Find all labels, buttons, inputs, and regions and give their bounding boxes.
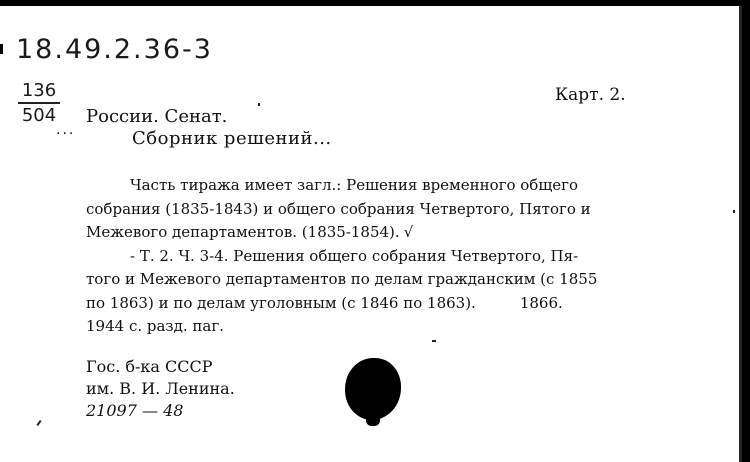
scan-border-top [0,0,750,6]
description-line: 1944 с. разд. паг. [86,317,224,335]
scan-border-right-inner [739,0,742,462]
scan-speck [733,210,735,213]
dots: ... [56,122,76,138]
call-number-fraction [18,80,60,127]
description-line [86,221,646,245]
scan-border-right [742,0,750,462]
ink-blot-tail [366,412,380,426]
fraction-numerator: 136 [21,80,57,101]
description-line [86,292,646,316]
imprint-line: Гос. б-ка СССР [86,357,213,376]
description-line: - Т. 2. Ч. 3-4. Решения общего собрания Четвертого, Пя- [130,246,579,265]
publication-year: 1866. [519,293,563,312]
description-line-text: по 1863) и по делам уголовным (с 1846 по 1863). [86,293,476,312]
title: Сборник решений... [132,128,332,149]
scan-speck [258,103,260,106]
description-line: Часть тиража имеет загл.: Решения временного общего [130,176,579,194]
fraction-denominator: 504 [21,105,57,126]
description-line: того и Межевого департаментов по делам гражданским (с 1855 [86,270,598,288]
imprint-line: им. В. И. Ленина. [86,379,235,398]
description-line: собрания (1835-1843) и общего собрания Четвертого, Пятого и [86,199,591,218]
card-number: Карт. 2. [555,85,626,105]
scan-speck [0,44,3,54]
scan-speck [432,340,436,342]
ink-blot [345,358,401,420]
description [86,174,646,339]
library-imprint [86,356,235,422]
imprint-order-number: 21097 — 48 [86,401,184,420]
check-mark: √ [403,223,414,241]
scan-speck [36,420,41,426]
fraction-bar [18,102,60,104]
shelfmark: 18.49.2.36-3 [16,34,213,65]
description-line-text: Межевого департаментов. (1835-1854). [86,223,400,241]
heading: России. Сенат. [86,106,228,127]
